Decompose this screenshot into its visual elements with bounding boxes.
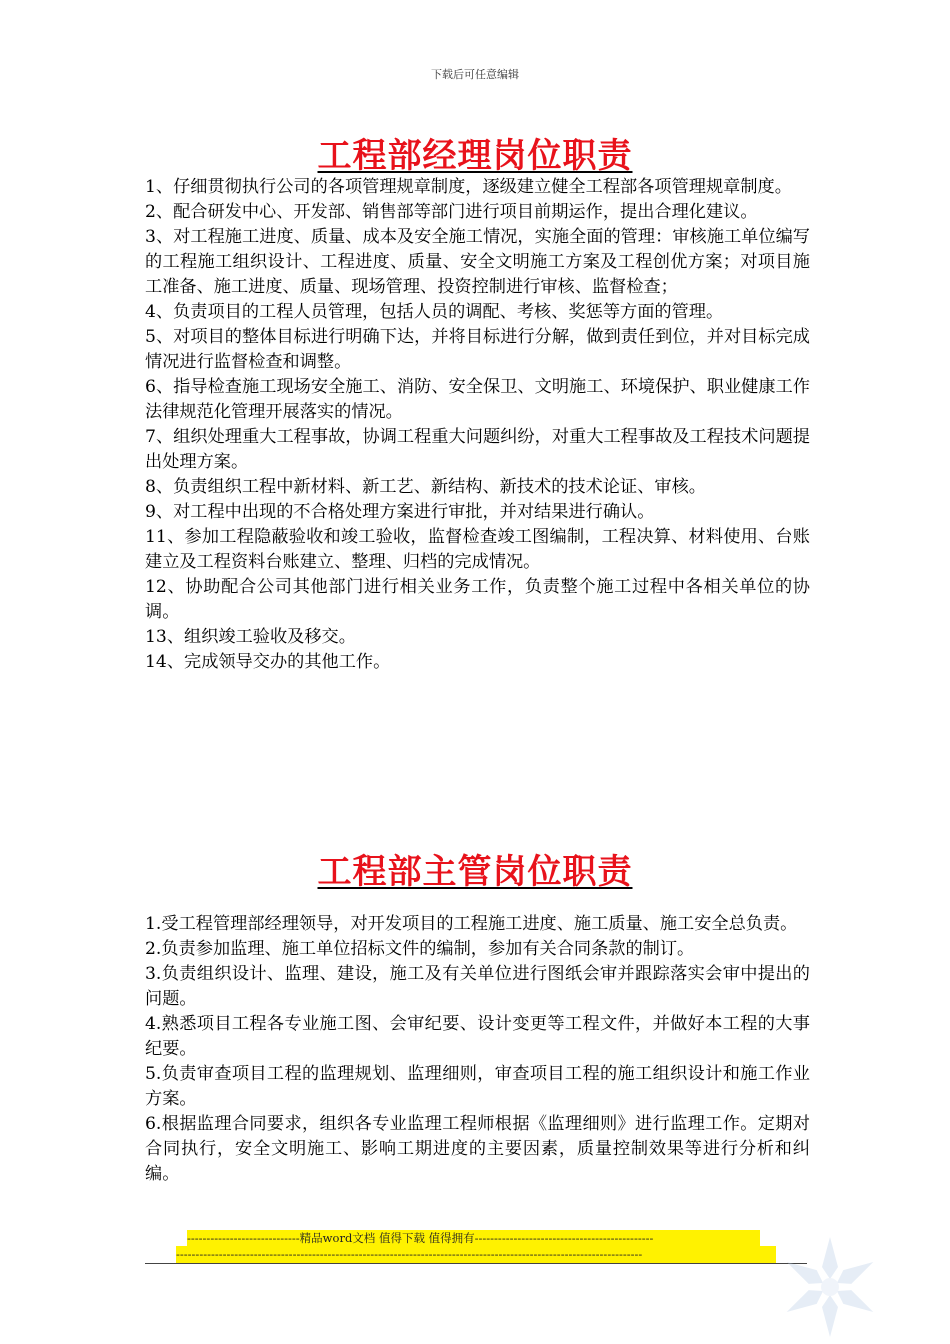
section1-list — [145, 175, 810, 675]
list-item: 4、负责项目的工程人员管理，包括人员的调配、考核、奖惩等方面的管理。 — [145, 302, 724, 322]
list-item: 4.熟悉项目工程各专业施工图、会审纪要、设计变更等工程文件，并做好本工程的大事纪要。 — [145, 1014, 810, 1059]
list-item: 12、协助配合公司其他部门进行相关业务工作，负责整个施工过程中各相关单位的协调。 — [145, 577, 810, 622]
list-item: 3、对工程施工进度、质量、成本及安全施工情况，实施全面的管理：审核施工单位编写的工程施工组织设计、工程进度、质量、安全文明施工方案及工程创优方案；对项目施工准备、施工进度、质量、现场管理、投资控制进行审核、监督检查； — [145, 227, 810, 297]
list-item: 8、负责组织工程中新材料、新工艺、新结构、新技术的技术论证、审核。 — [145, 477, 706, 497]
footer-divider — [145, 1263, 807, 1264]
list-item: 5.负责审查项目工程的监理规划、监理细则，审查项目工程的施工组织设计和施工作业方案。 — [145, 1064, 810, 1109]
section2-title-text: 工程部主管岗位职责 — [317, 852, 633, 892]
list-item: 1、仔细贯彻执行公司的各项管理规章制度，逐级建立健全工程部各项管理规章制度。 — [145, 177, 792, 197]
footer-banner-line1: -----------------------------精品word文档 值得下载 值得拥有---------------------------------------------- — [187, 1230, 760, 1247]
list-item: 2、配合研发中心、开发部、销售部等部门进行项目前期运作，提出合理化建议。 — [145, 202, 758, 222]
list-item: 7、组织处理重大工程事故，协调工程重大问题纠纷，对重大工程事故及工程技术问题提出处理方案。 — [145, 427, 810, 472]
list-item: 6、指导检查施工现场安全施工、消防、安全保卫、文明施工、环境保护、职业健康工作法律规范化管理开展落实的情况。 — [145, 377, 810, 422]
list-item: 2.负责参加监理、施工单位招标文件的编制，参加有关合同条款的制订。 — [145, 939, 695, 959]
header-note: 下载后可任意编辑 — [431, 68, 519, 81]
list-item: 13、组织竣工验收及移交。 — [145, 627, 356, 647]
footer-banner-line2: ------------------------------------------------------------------------------------------------------------------------ — [176, 1246, 776, 1263]
section2-list — [145, 912, 810, 1187]
list-item: 14、完成领导交办的其他工作。 — [145, 652, 391, 672]
list-item: 3.负责组织设计、监理、建设，施工及有关单位进行图纸会审并跟踪落实会审中提出的问题。 — [145, 964, 810, 1009]
list-item: 11、参加工程隐蔽验收和竣工验收，监督检查竣工图编制，工程决算、材料使用、台账建立及工程资料台账建立、整理、归档的完成情况。 — [145, 527, 810, 572]
section1-title-text: 工程部经理岗位职责 — [317, 136, 633, 176]
list-item: 9、对工程中出现的不合格处理方案进行审批，并对结果进行确认。 — [145, 502, 655, 522]
section1-title — [0, 128, 950, 177]
section2-title — [0, 844, 950, 893]
list-item: 6.根据监理合同要求，组织各专业监理工程师根据《监理细则》进行监理工作。定期对合同执行，安全文明施工、影响工期进度的主要因素，质量控制效果等进行分析和纠编。 — [145, 1114, 810, 1184]
list-item: 1.受工程管理部经理领导，对开发项目的工程施工进度、施工质量、施工安全总负责。 — [145, 914, 798, 934]
list-item: 5、对项目的整体目标进行明确下达，并将目标进行分解，做到责任到位，并对目标完成情况进行监督检查和调整。 — [145, 327, 810, 372]
snowflake-watermark-icon — [770, 1230, 890, 1344]
